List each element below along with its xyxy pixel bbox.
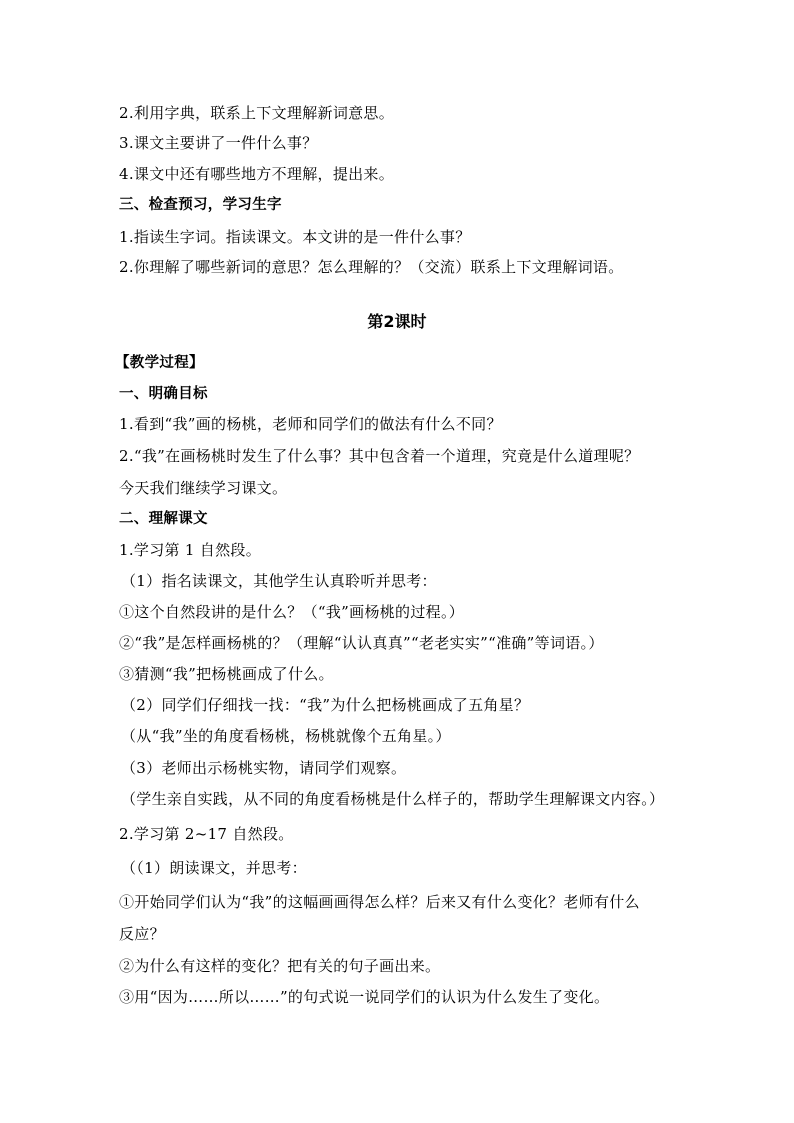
text-line: 2.“我”在画杨桃时发生了什么事？其中包含着一个道理，究竟是什么道理呢？: [119, 447, 640, 465]
text-line: ②为什么有这样的变化？把有关的句子画出来。: [119, 957, 441, 975]
text-line: （3）老师出示杨桃实物，请同学们观察。: [121, 759, 407, 777]
text-line: （（1）朗读课文，并思考：: [121, 859, 307, 877]
text-line: 2.利用字典，联系上下文理解新词意思。: [119, 104, 395, 122]
lesson-title: 第2课时: [367, 312, 427, 331]
text-line: 1.指读生字词。指读课文。本文讲的是一件什么事？: [119, 228, 471, 246]
section-heading: 三、检查预习，学习生字: [119, 197, 282, 213]
text-line: 反应？: [119, 925, 165, 943]
text-line: 2.你理解了哪些新词的意思？怎么理解的？（交流）联系上下文理解词语。: [119, 258, 624, 276]
text-line: ③猜测“我”把杨桃画成了什么。: [119, 665, 334, 683]
text-line: 1.看到“我”画的杨桃，老师和同学们的做法有什么不同？: [119, 415, 502, 433]
text-line: 3.课文主要讲了一件什么事？: [119, 134, 318, 152]
text-line: 1.学习第 1 自然段。: [119, 541, 261, 559]
text-line: （学生亲自实践，从不同的角度看杨桃是什么样子的，帮助学生理解课文内容。）: [121, 790, 665, 808]
section-heading: 一、明确目标: [119, 386, 208, 402]
text-line: （1）指名读课文，其他学生认真聆听并思考：: [121, 572, 437, 590]
text-line: 4.课文中还有哪些地方不理解，提出来。: [119, 165, 395, 183]
text-line: ②“我”是怎样画杨桃的？（理解“认认真真”“老老实实”“准确”等词语。）: [119, 634, 604, 652]
text-line: （从“我”坐的角度看杨桃，杨桃就像个五角星。）: [121, 727, 451, 745]
text-line: 2.学习第 2~17 自然段。: [119, 825, 294, 843]
text-line: ①这个自然段讲的是什么？（“我”画杨桃的过程。）: [119, 603, 465, 621]
text-line: ③用“因为……所以……”的句式说一说同学们的认识为什么发生了变化。: [119, 988, 610, 1006]
process-heading: 【教学过程】: [115, 355, 204, 371]
text-line: ①开始同学们认为“我”的这幅画画得怎么样？后来又有什么变化？老师有什么: [119, 893, 640, 911]
text-line: （2）同学们仔细找一找：“我”为什么把杨桃画成了五角星？: [121, 696, 530, 714]
text-line: 今天我们继续学习课文。: [119, 479, 288, 497]
section-heading: 二、理解课文: [119, 511, 208, 527]
